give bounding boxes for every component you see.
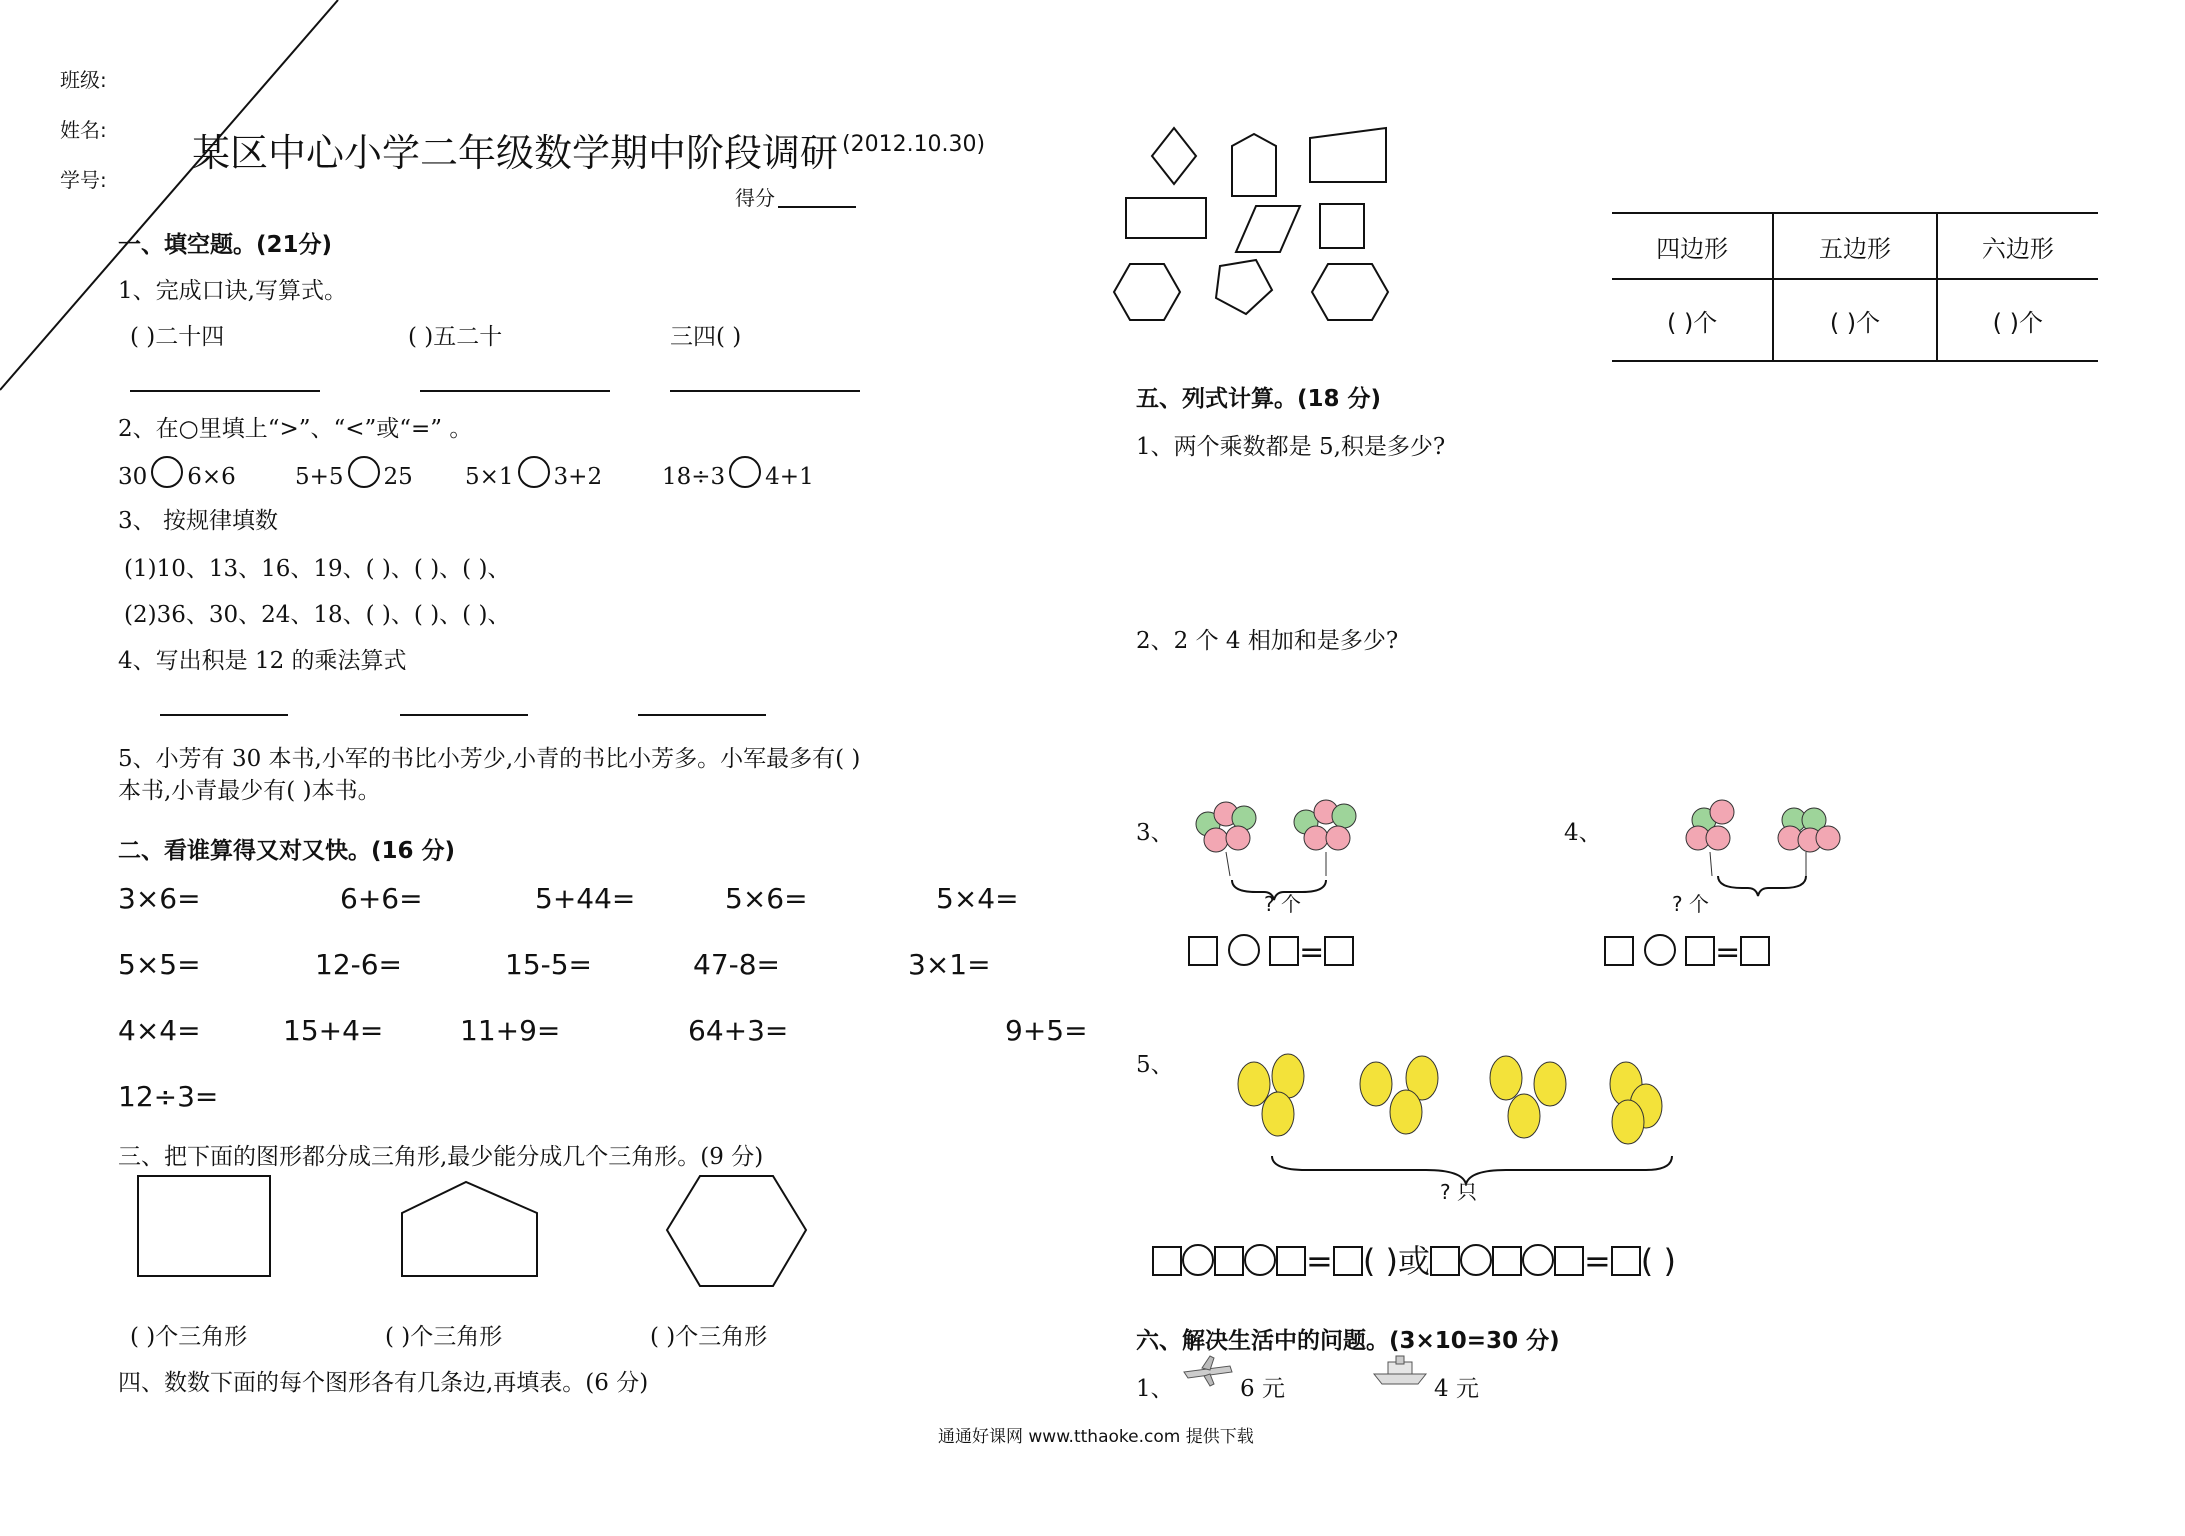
equation-row: = ( )或 = ( ) xyxy=(1152,1236,1676,1282)
answer-box[interactable] xyxy=(1188,936,1218,966)
page-title: 某区中心小学二年级数学期中阶段调研 xyxy=(192,131,839,175)
calc-item: 6+6= xyxy=(340,882,423,915)
calc-item: 64+3= xyxy=(688,1014,789,1047)
answer-box[interactable] xyxy=(1152,1246,1182,1276)
compare-circle[interactable] xyxy=(151,456,183,488)
q3-row1: (1)10、13、16、19、( )、( )、( )、 xyxy=(124,556,511,582)
hexagon-shape xyxy=(1114,264,1180,320)
compare-circle[interactable] xyxy=(518,456,550,488)
table-cell[interactable]: ( )个 xyxy=(1612,279,1773,361)
answer-box[interactable] xyxy=(1604,936,1634,966)
section1-heading: 一、填空题。(21分) xyxy=(118,232,333,258)
section5-heading: 五、列式计算。(18 分) xyxy=(1136,386,1382,412)
section4-shapes xyxy=(1110,120,1410,330)
answer-blank[interactable]: ( ) xyxy=(1362,1242,1398,1280)
section3-answer: ( )个三角形 xyxy=(385,1324,503,1350)
q4-text: 4、写出积是 12 的乘法算式 xyxy=(118,648,407,674)
section3-answer: ( )个三角形 xyxy=(650,1324,768,1350)
q2-item-2: 5+5 25 xyxy=(295,456,413,490)
answer-blank[interactable]: ( ) xyxy=(1640,1242,1676,1280)
section3-answer: ( )个三角形 xyxy=(130,1324,248,1350)
q2-item-4: 18÷3 4+1 xyxy=(662,456,814,490)
q2-item-3: 5×1 3+2 xyxy=(465,456,602,490)
answer-line xyxy=(160,714,288,716)
q2-item-1: 30 6×6 xyxy=(118,456,236,490)
section5-q4-label: 4、 xyxy=(1564,820,1602,846)
q1-text: 1、完成口诀,写算式。 xyxy=(118,278,347,304)
section5-q1: 1、两个乘数都是 5,积是多少? xyxy=(1136,434,1446,460)
compare-circle[interactable] xyxy=(348,456,380,488)
student-id-label: 学号: xyxy=(60,168,107,192)
compare-circle[interactable] xyxy=(729,456,761,488)
footer-source: 通通好课网 www.tthaoke.com 提供下载 xyxy=(938,1427,1254,1447)
answer-box[interactable] xyxy=(1333,1246,1363,1276)
exam-date: (2012.10.30) xyxy=(842,132,986,157)
calc-item: 11+9= xyxy=(460,1014,561,1047)
section5-q5-label: 5、 xyxy=(1136,1052,1174,1078)
calc-item: 5×5= xyxy=(118,948,201,981)
calc-item: 15-5= xyxy=(505,948,593,981)
section4-heading: 四、数数下面的每个图形各有几条边,再填表。(6 分) xyxy=(118,1370,649,1396)
answer-box[interactable] xyxy=(1611,1246,1641,1276)
calc-item: 5×6= xyxy=(725,882,808,915)
section5-q3-label: 3、 xyxy=(1136,820,1174,846)
q5-line2: 本书,小青最少有( )本书。 xyxy=(118,778,381,804)
rhombus-shape xyxy=(1152,128,1196,184)
ship-toy-icon xyxy=(1370,1352,1430,1388)
answer-box[interactable] xyxy=(1276,1246,1306,1276)
rectangle-shape xyxy=(138,1176,270,1276)
q3-text: 3、 按规律填数 xyxy=(118,508,278,534)
question-count-label: ? 个 xyxy=(1672,892,1709,916)
pentagon-shape xyxy=(1216,260,1272,314)
answer-line xyxy=(420,390,610,392)
q1-item-a: ( )二十四 xyxy=(130,324,225,350)
operator-circle[interactable] xyxy=(1522,1244,1554,1276)
calc-item: 3×6= xyxy=(118,882,201,915)
table-cell[interactable]: ( )个 xyxy=(1937,279,2098,361)
square-shape xyxy=(1320,204,1364,248)
answer-box[interactable] xyxy=(1430,1246,1460,1276)
operator-circle[interactable] xyxy=(1460,1244,1492,1276)
pentagon-shape xyxy=(1232,134,1276,196)
hexagon-shape xyxy=(1312,264,1388,320)
q3-row2: (2)36、30、24、18、( )、( )、( )、 xyxy=(124,602,511,628)
question-animal-label: ? 只 xyxy=(1440,1180,1477,1204)
calc-item: 47-8= xyxy=(693,948,781,981)
answer-box[interactable] xyxy=(1269,936,1299,966)
score-label: 得分 xyxy=(735,186,775,210)
answer-box[interactable] xyxy=(1324,936,1354,966)
pentagon-shape xyxy=(1126,198,1206,238)
equation-template: = xyxy=(1188,934,1354,970)
answer-line xyxy=(400,714,528,716)
operator-circle[interactable] xyxy=(1228,934,1260,966)
calc-item: 4×4= xyxy=(118,1014,201,1047)
table-header: 四边形 xyxy=(1612,213,1773,279)
q1-item-b: ( )五二十 xyxy=(408,324,503,350)
operator-circle[interactable] xyxy=(1644,934,1676,966)
calc-item: 12÷3= xyxy=(118,1080,219,1113)
parallelogram-shape xyxy=(1236,206,1300,252)
score-blank xyxy=(778,206,856,208)
calc-item: 15+4= xyxy=(283,1014,384,1047)
answer-line xyxy=(130,390,320,392)
section4-table xyxy=(1612,212,2098,362)
calc-item: 5×4= xyxy=(936,882,1019,915)
calc-item: 3×1= xyxy=(908,948,991,981)
calc-item: 9+5= xyxy=(1005,1014,1088,1047)
equation-template: = xyxy=(1604,934,1770,970)
section3-heading: 三、把下面的图形都分成三角形,最少能分成几个三角形。(9 分) xyxy=(118,1144,764,1170)
class-label: 班级: xyxy=(60,68,107,92)
airplane-toy-icon xyxy=(1180,1352,1236,1388)
operator-circle[interactable] xyxy=(1182,1244,1214,1276)
table-cell[interactable]: ( )个 xyxy=(1773,279,1936,361)
price-label: 4 元 xyxy=(1434,1376,1479,1402)
table-header: 六边形 xyxy=(1937,213,2098,279)
chicks-illustration xyxy=(1226,1036,1686,1186)
hexagon-shape xyxy=(667,1176,806,1286)
answer-line xyxy=(670,390,860,392)
name-label: 姓名: xyxy=(60,118,107,142)
q5-line1: 5、小芳有 30 本书,小军的书比小芳少,小青的书比小芳多。小军最多有( ) xyxy=(118,746,861,772)
pentagon-shape xyxy=(402,1182,537,1276)
calc-item: 12-6= xyxy=(315,948,403,981)
answer-box[interactable] xyxy=(1740,936,1770,966)
trapezoid-shape xyxy=(1310,128,1386,182)
or-word: 或 xyxy=(1397,1242,1430,1280)
price-label: 6 元 xyxy=(1240,1376,1285,1402)
answer-box[interactable] xyxy=(1492,1246,1522,1276)
section3-shapes xyxy=(130,1172,850,1302)
answer-line xyxy=(638,714,766,716)
q2-text: 2、在○里填上“>”、“<”或“=” 。 xyxy=(118,416,473,442)
section6-heading: 六、解决生活中的问题。(3×10=30 分) xyxy=(1136,1328,1560,1354)
answer-box[interactable] xyxy=(1214,1246,1244,1276)
section6-q1-label: 1、 xyxy=(1136,1376,1174,1402)
answer-box[interactable] xyxy=(1554,1246,1584,1276)
table-header: 五边形 xyxy=(1773,213,1936,279)
answer-box[interactable] xyxy=(1685,936,1715,966)
q1-item-c: 三四( ) xyxy=(670,324,742,350)
section2-heading: 二、看谁算得又对又快。(16 分) xyxy=(118,838,456,864)
operator-circle[interactable] xyxy=(1244,1244,1276,1276)
question-count-label: ? 个 xyxy=(1264,892,1301,916)
section5-q2: 2、2 个 4 相加和是多少? xyxy=(1136,628,1399,654)
calc-item: 5+44= xyxy=(535,882,636,915)
